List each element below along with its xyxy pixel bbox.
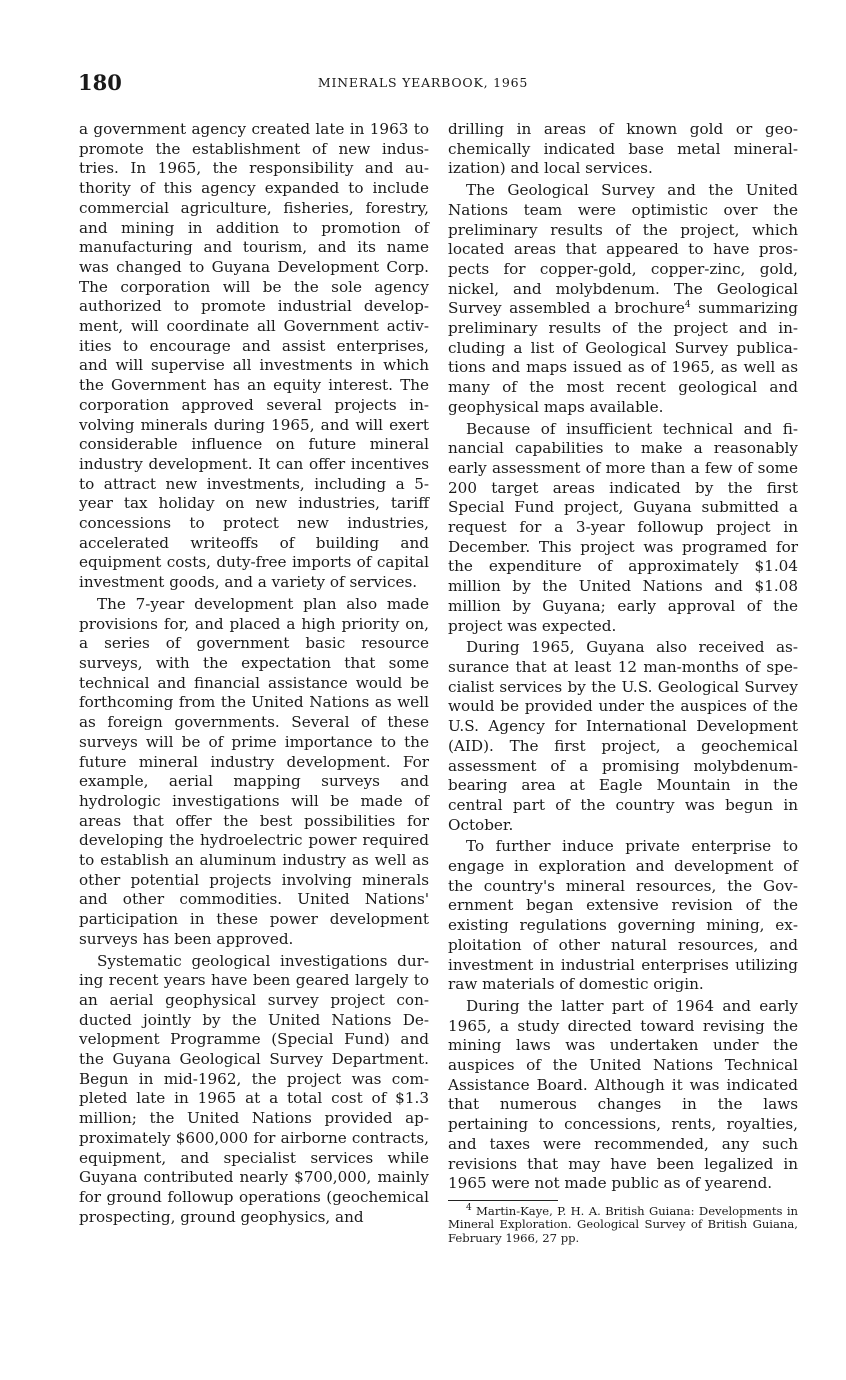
paragraph: To further induce private enterprise to engage in exploration and development of the country's mineral resources, the Government began extensive revision of the existing regulations governing mining, exploitation of other natural resources, and investment in industrial enterprises utilizing raw materials of domestic origin. xyxy=(448,837,798,994)
paragraph xyxy=(448,181,798,417)
paragraph: During 1965, Guyana also received assurance that at least 12 man-months of specialist services by the U.S. Geological Survey would be provided under the auspices of the U.S. Agency for International Development (AID). The first project, a geochemical assessment of a promising molybdenum-bearing area at Eagle Mountain in the central part of the country was begun in October. xyxy=(448,638,798,834)
footnote xyxy=(448,1205,798,1246)
paragraph: a government agency created late in 1963 to promote the establishment of new industries. In 1965, the responsibility and authority of this agency expanded to include commercial agriculture, fisheries, forestry, and mining in addition to promotion of manufacturing and tourism, and its name was changed to Guyana Development Corp. The corporation will be the sole agency authorized to promote industrial development, will coordinate all Government activities to encourage and assist enterprises, and will supervise all investments in which the Government has an equity interest. The corporation approved several projects involving minerals during 1965, and will exert considerable influence on future mineral industry development. It can offer incentives to attract new investments, including a 5-year tax holiday on new industries, tariff concessions to protect new industries, accelerated writeoffs of building and equipment costs, duty-free imports of capital investment goods, and a variety of services. xyxy=(79,120,429,592)
paragraph-text: summarizing preliminary results of the project and including a list of Geological Survey publications and maps issued as of 1965, as well as many of the most recent geological and geophysical maps available. xyxy=(448,299,798,416)
page-number: 180 xyxy=(78,70,122,95)
paragraph: The 7-year development plan also made provisions for, and placed a high priority on, a series of government basic resource surveys, with the expectation that some technical and financial assistance would be forthcoming from the United Nations as well as foreign governments. Several of these surveys will be of prime importance to the future mineral industry development. For example, aerial mapping surveys and hydrologic investigations will be made of areas that offer the best possibilities for developing the hydroelectric power required to establish an aluminum industry as well as other potential projects involving minerals and other commodities. United Nations' participation in these power development surveys has been approved. xyxy=(79,594,429,948)
left-column xyxy=(79,120,429,1229)
footnote-text: Martin-Kaye, P. H. A. British Guiana: Developments in Mineral Exploration. Geological Survey of British Guiana, February 1966, 27 pp. xyxy=(448,1203,798,1245)
paragraph-text: The Geological Survey and the United Nations team were optimistic over the preliminary results of the project, which located areas that appeared to have prospects for copper-gold, copper-zinc, gold, nickel, and molybdenum. The Geological Survey assembled a brochure xyxy=(448,181,798,318)
footnote-reference: 4 xyxy=(684,300,691,311)
footnote-rule xyxy=(448,1200,558,1201)
paragraph: During the latter part of 1964 and early 1965, a study directed toward revising the mining laws was undertaken under the auspices of the United Nations Technical Assistance Board. Although it was indicated that numerous changes in the laws pertaining to concessions, rents, royalties, and taxes were recommended, any such revisions that may have been legalized in 1965 were not made public as of yearend. xyxy=(448,996,798,1193)
footnote-marker: 4 xyxy=(466,1203,472,1214)
right-column xyxy=(448,120,798,1247)
paragraph: Systematic geological investigations during recent years have been geared largely to an aerial geophysical survey project conducted jointly by the United Nations Development Programme (Special Fund) and the Guyana Geological Survey Department. Begun in mid-1962, the project was completed late in 1965 at a total cost of $1.3 million; the United Nations provided approximately $600,000 for airborne contracts, equipment, and specialist services while Guyana contributed nearly $700,000, mainly for ground followup operations (geochemical prospecting, ground geophysics, and xyxy=(79,951,429,1226)
paragraph: drilling in areas of known gold or geochemically indicated base metal mineralization) and local services. xyxy=(448,120,798,178)
running-head: MINERALS YEARBOOK, 1965 xyxy=(317,75,529,90)
paragraph: Because of insufficient technical and financial capabilities to make a reasonably early assessment of more than a few of some 200 target areas indicated by the first Special Fund project, Guyana submitted a request for a 3-year followup project in December. This project was programed for the expenditure of approximately $1.04 million by the United Nations and $1.08 million by Guyana; early approval of the project was expected. xyxy=(448,419,798,635)
